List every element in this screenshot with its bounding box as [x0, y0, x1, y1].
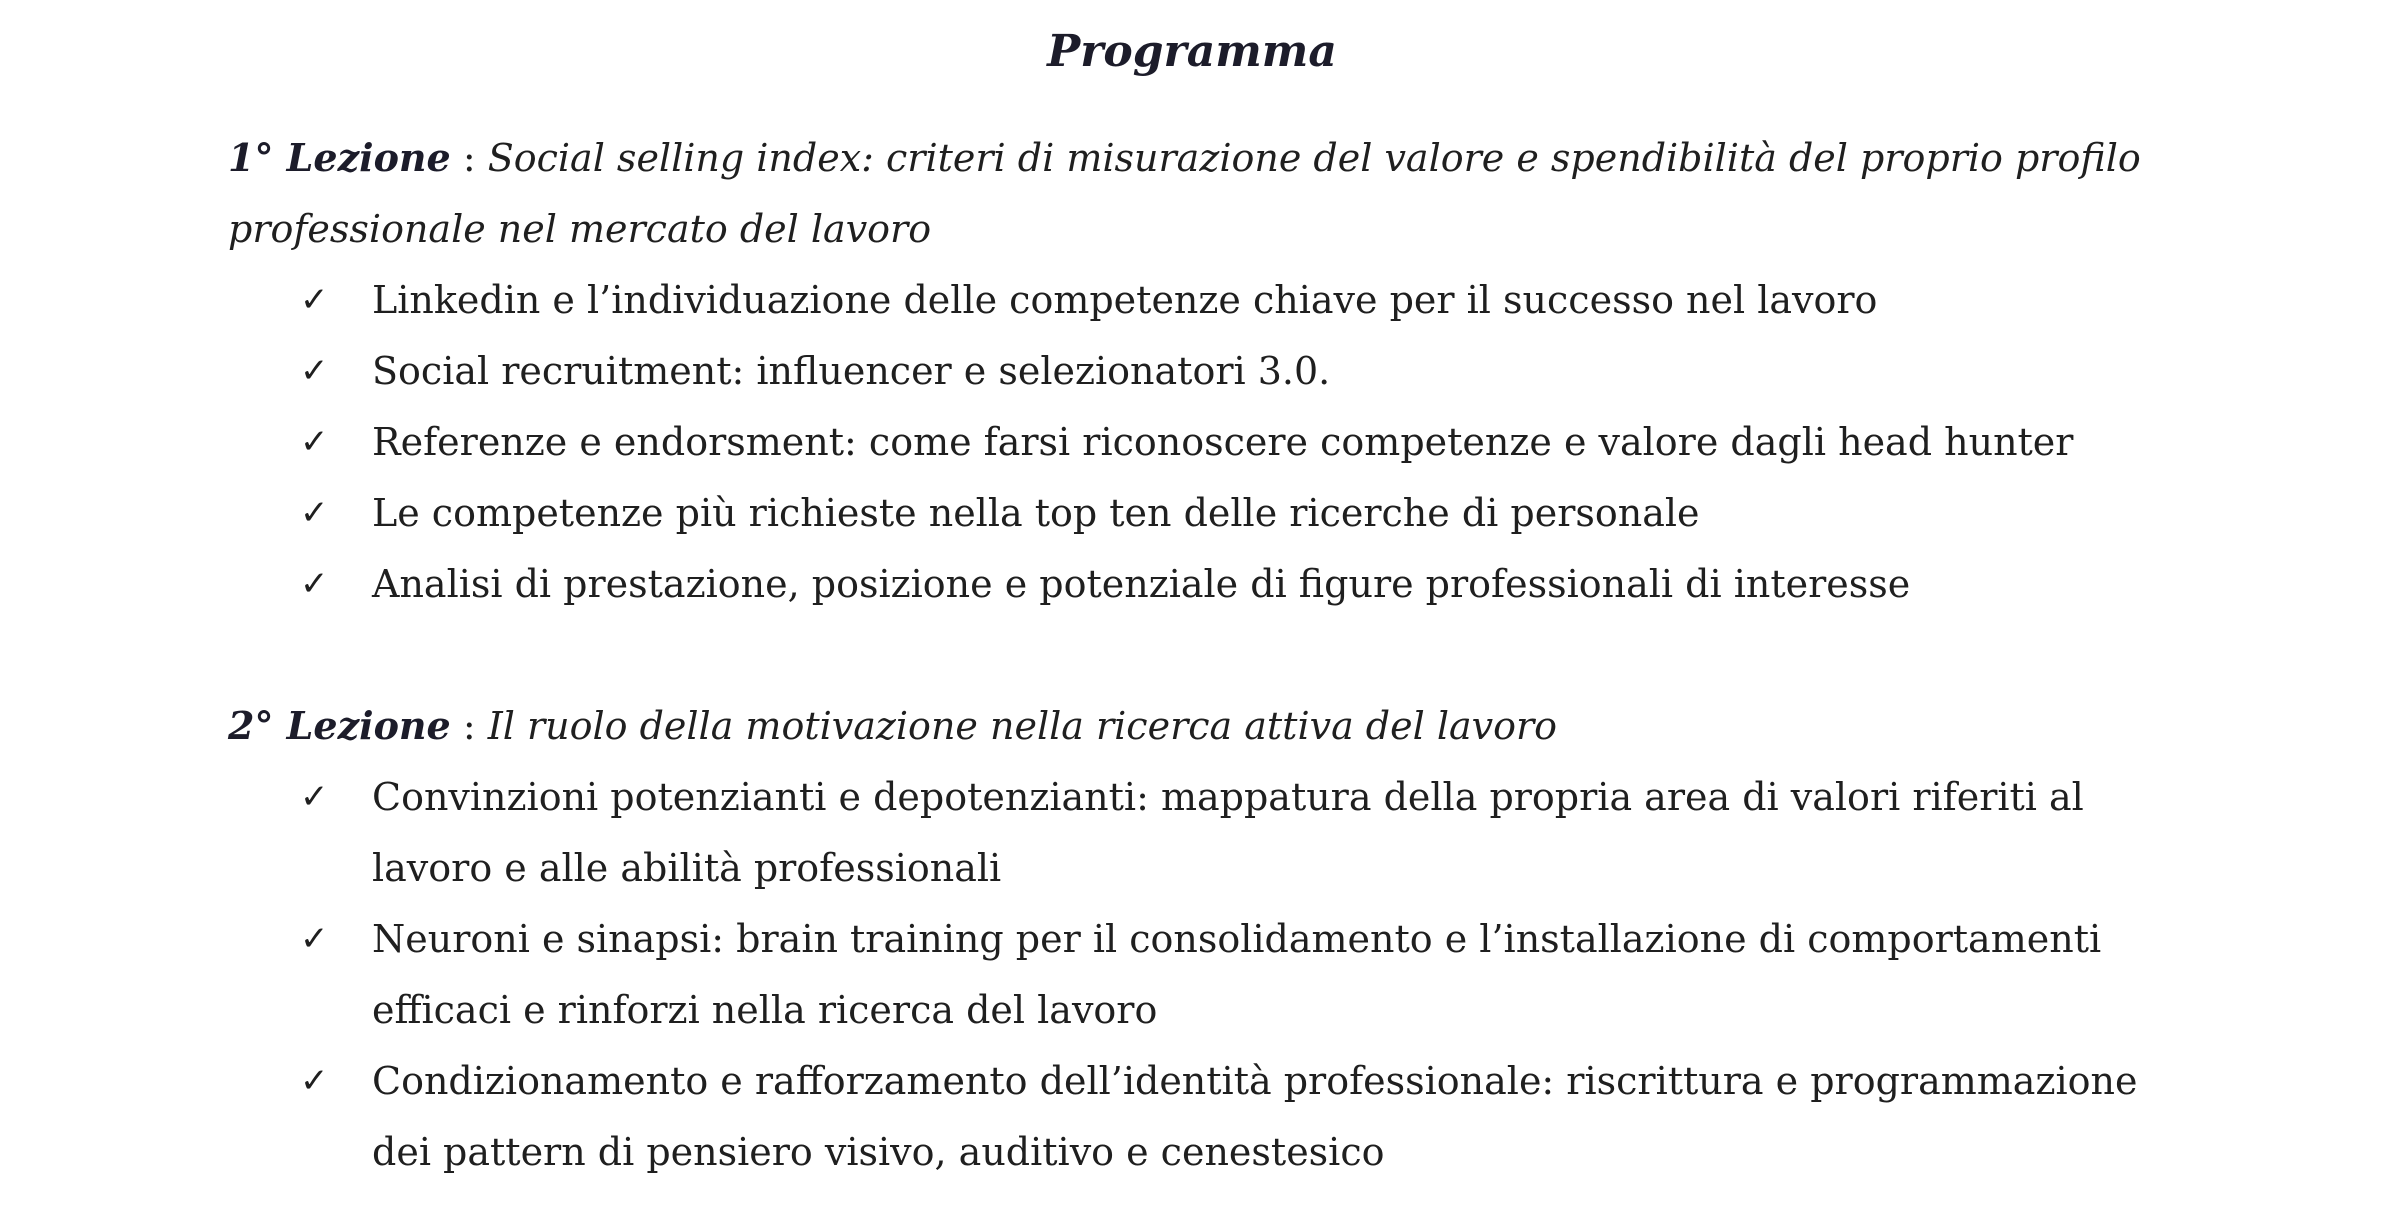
checkmark-icon: ✓	[300, 493, 329, 533]
lesson-2-heading	[228, 690, 2188, 762]
list-item-text: Le competenze più richieste nella top ten delle ricerche di personale	[372, 491, 1700, 535]
checkmark-icon: ✓	[300, 280, 329, 320]
list-item-text: Convinzioni potenzianti e depotenzianti: mappatura della propria area di valori riferiti al lavoro e alle abilità professionali	[372, 775, 2084, 890]
lesson-1-list	[228, 265, 2188, 620]
lesson-number: 2° Lezione	[228, 703, 451, 748]
checkmark-icon: ✓	[300, 422, 329, 462]
checkmark-icon: ✓	[300, 564, 329, 604]
list-item	[228, 478, 2188, 549]
lesson-topic: Il ruolo della motivazione nella ricerca attiva del lavoro	[487, 704, 1558, 748]
lesson-separator: :	[450, 136, 488, 180]
checkmark-icon: ✓	[300, 919, 329, 959]
list-item	[228, 549, 2188, 620]
list-item-text: Linkedin e l’individuazione delle competenze chiave per il successo nel lavoro	[372, 278, 1878, 322]
list-item-text: Neuroni e sinapsi: brain training per il consolidamento e l’installazione di comportamenti efficaci e rinforzi nella ricerca del lavoro	[372, 917, 2102, 1032]
lesson-2-list	[228, 762, 2188, 1188]
checkmark-icon: ✓	[300, 351, 329, 391]
list-item-text: Condizionamento e rafforzamento dell’identità professionale: riscrittura e programmazione dei pattern di pensiero visivo, auditivo e cenestesico	[372, 1059, 2138, 1174]
lesson-1-heading	[228, 122, 2188, 265]
lesson-topic: Social selling index: criteri di misurazione del valore e spendibilità del proprio profilo professionale nel mercato del lavoro	[228, 136, 2141, 251]
lesson-1-section	[228, 122, 2188, 620]
lesson-number: 1° Lezione	[228, 135, 451, 180]
lesson-2-section	[228, 690, 2188, 1188]
list-item-text: Analisi di prestazione, posizione e potenziale di figure professionali di interesse	[372, 562, 1911, 606]
lesson-separator: :	[450, 704, 488, 748]
page-title: Programma	[1047, 26, 1337, 77]
list-item	[228, 904, 2188, 1046]
list-item	[228, 762, 2188, 904]
list-item	[228, 407, 2188, 478]
list-item	[228, 1046, 2188, 1188]
list-item-text: Referenze e endorsment: come farsi riconoscere competenze e valore dagli head hunter	[372, 420, 2074, 464]
checkmark-icon: ✓	[300, 777, 329, 817]
list-item	[228, 336, 2188, 407]
checkmark-icon: ✓	[300, 1061, 329, 1101]
list-item	[228, 265, 2188, 336]
list-item-text: Social recruitment: influencer e selezionatori 3.0.	[372, 349, 1331, 393]
